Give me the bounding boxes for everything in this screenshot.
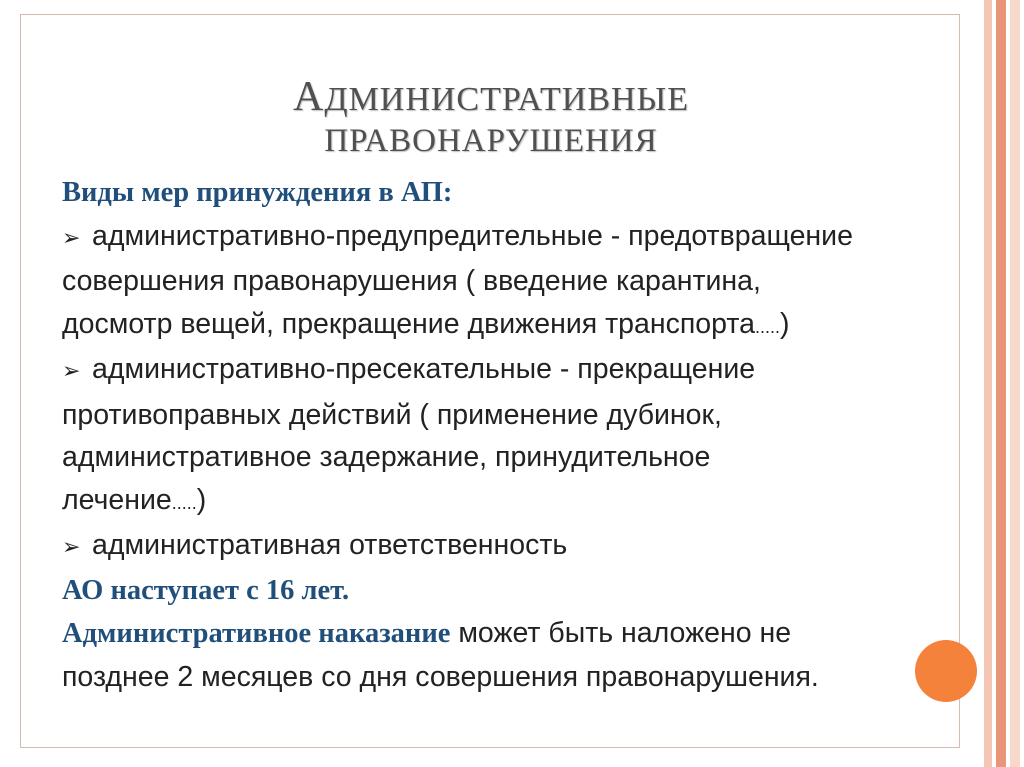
- punishment-line-2: позднее 2 месяцев со дня совершения правонарушения.: [62, 660, 819, 693]
- ao-age-line: АО наступает с 16 лет.: [62, 574, 350, 606]
- bullet-1-line-2: совершения правонарушения ( введение карантина,: [62, 265, 761, 297]
- bullet-1-line-1: [62, 215, 942, 261]
- punishment-text: может быть наложено не: [450, 617, 792, 649]
- punishment-term: Административное наказание: [62, 618, 451, 649]
- bullet-3-line: [62, 524, 942, 570]
- bullet-2-text-1: административно-пресекательные - прекращение: [92, 353, 756, 385]
- bullet-3-text: административная ответственность: [92, 529, 568, 561]
- arrow-bullet-icon: ➢: [62, 225, 81, 251]
- decorative-stripes: [980, 0, 1024, 767]
- orange-circle-decoration: [915, 640, 977, 702]
- slide-body: [62, 172, 942, 698]
- bullet-2-text-4: лечение: [62, 483, 172, 516]
- ellipsis: .....: [754, 316, 780, 337]
- closing-paren: ): [779, 307, 790, 340]
- title-rest: ДМИНИСТРАТИВНЫЕ: [324, 81, 689, 118]
- stripe-inner: [1010, 0, 1020, 767]
- bullet-2-line-4: [62, 479, 942, 525]
- bullet-2-line-1: [62, 348, 942, 394]
- title-line-2: ПРАВОНАРУШЕНИЯ: [324, 123, 658, 159]
- bullet-1-text-3: досмотр вещей, прекращение движения транспорта: [62, 307, 755, 340]
- stripe-middle: [996, 0, 1006, 767]
- bullet-2-line-2: противоправных действий ( применение дубинок,: [62, 398, 722, 431]
- bullet-1-line-3: [62, 303, 942, 349]
- bullet-1-text-1: административно-предупредительные - предотвращение: [92, 219, 853, 252]
- punishment-line-1: [62, 612, 942, 656]
- bullet-2-line-3: административное задержание, принудительное: [62, 441, 711, 473]
- arrow-bullet-icon: ➢: [62, 535, 81, 560]
- arrow-bullet-icon: ➢: [62, 359, 81, 384]
- title-initial: А: [293, 74, 325, 120]
- title-line-1: [21, 73, 961, 121]
- ellipsis: .....: [171, 492, 197, 513]
- section-heading: Виды мер принуждения в АП:: [62, 177, 453, 208]
- stripe-outer: [984, 0, 992, 767]
- closing-paren: ): [196, 483, 207, 516]
